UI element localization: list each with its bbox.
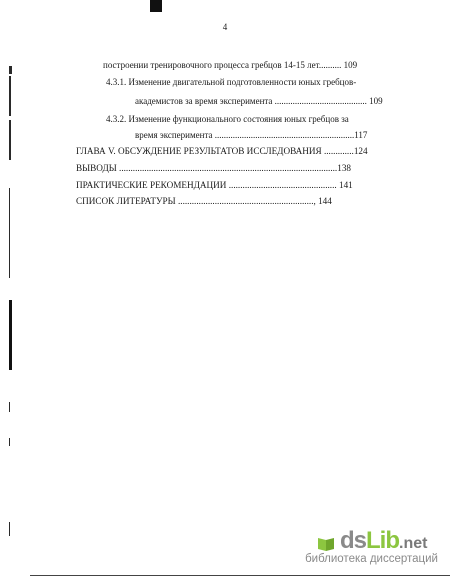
toc-entry-4-3-2-continuation: время эксперимента ..............................................................117 [135, 130, 368, 140]
toc-entry-4-3-1: 4.3.1. Изменение двигательной подготовленности юных гребцов- [106, 77, 357, 87]
toc-entry-chapter-5: ГЛАВА V. ОБСУЖДЕНИЕ РЕЗУЛЬТАТОВ ИССЛЕДОВАНИЯ .............124 [76, 146, 368, 156]
toc-entry-continuation: построении тренировочного процесса гребцов 14-15 лет.......... 109 [103, 60, 358, 70]
scan-edge-mark [9, 438, 10, 446]
toc-entry-conclusions: ВЫВОДЫ ...............................................................................................138 [76, 163, 352, 173]
scan-edge-mark [9, 188, 10, 278]
toc-entry-4-3-2: 4.3.2. Изменение функционального состояния юных гребцов за [106, 114, 349, 124]
scan-edge-mark [9, 300, 12, 370]
dslib-watermark [258, 527, 438, 565]
scan-edge-mark [9, 76, 11, 116]
toc-entry-references: СПИСОК ЛИТЕРАТУРЫ ..........................................................., 144 [76, 196, 332, 206]
scan-edge-mark [9, 522, 10, 536]
page-number: 4 [222, 22, 228, 32]
scan-edge-mark [9, 66, 12, 74]
scan-artifact [150, 0, 162, 12]
dslib-tagline: библиотека диссертаций [305, 553, 438, 565]
scan-edge-mark [9, 120, 11, 160]
scan-bottom-edge [30, 575, 450, 576]
scan-edge-mark [9, 402, 10, 412]
toc-entry-recommendations: ПРАКТИЧЕСКИЕ РЕКОМЕНДАЦИИ ............................................... 141 [76, 180, 353, 190]
dslib-logo: dsLib.net [340, 527, 428, 554]
book-icon [316, 535, 336, 553]
toc-entry-4-3-1-continuation: академистов за время эксперимента ......................................... 109 [135, 96, 383, 106]
